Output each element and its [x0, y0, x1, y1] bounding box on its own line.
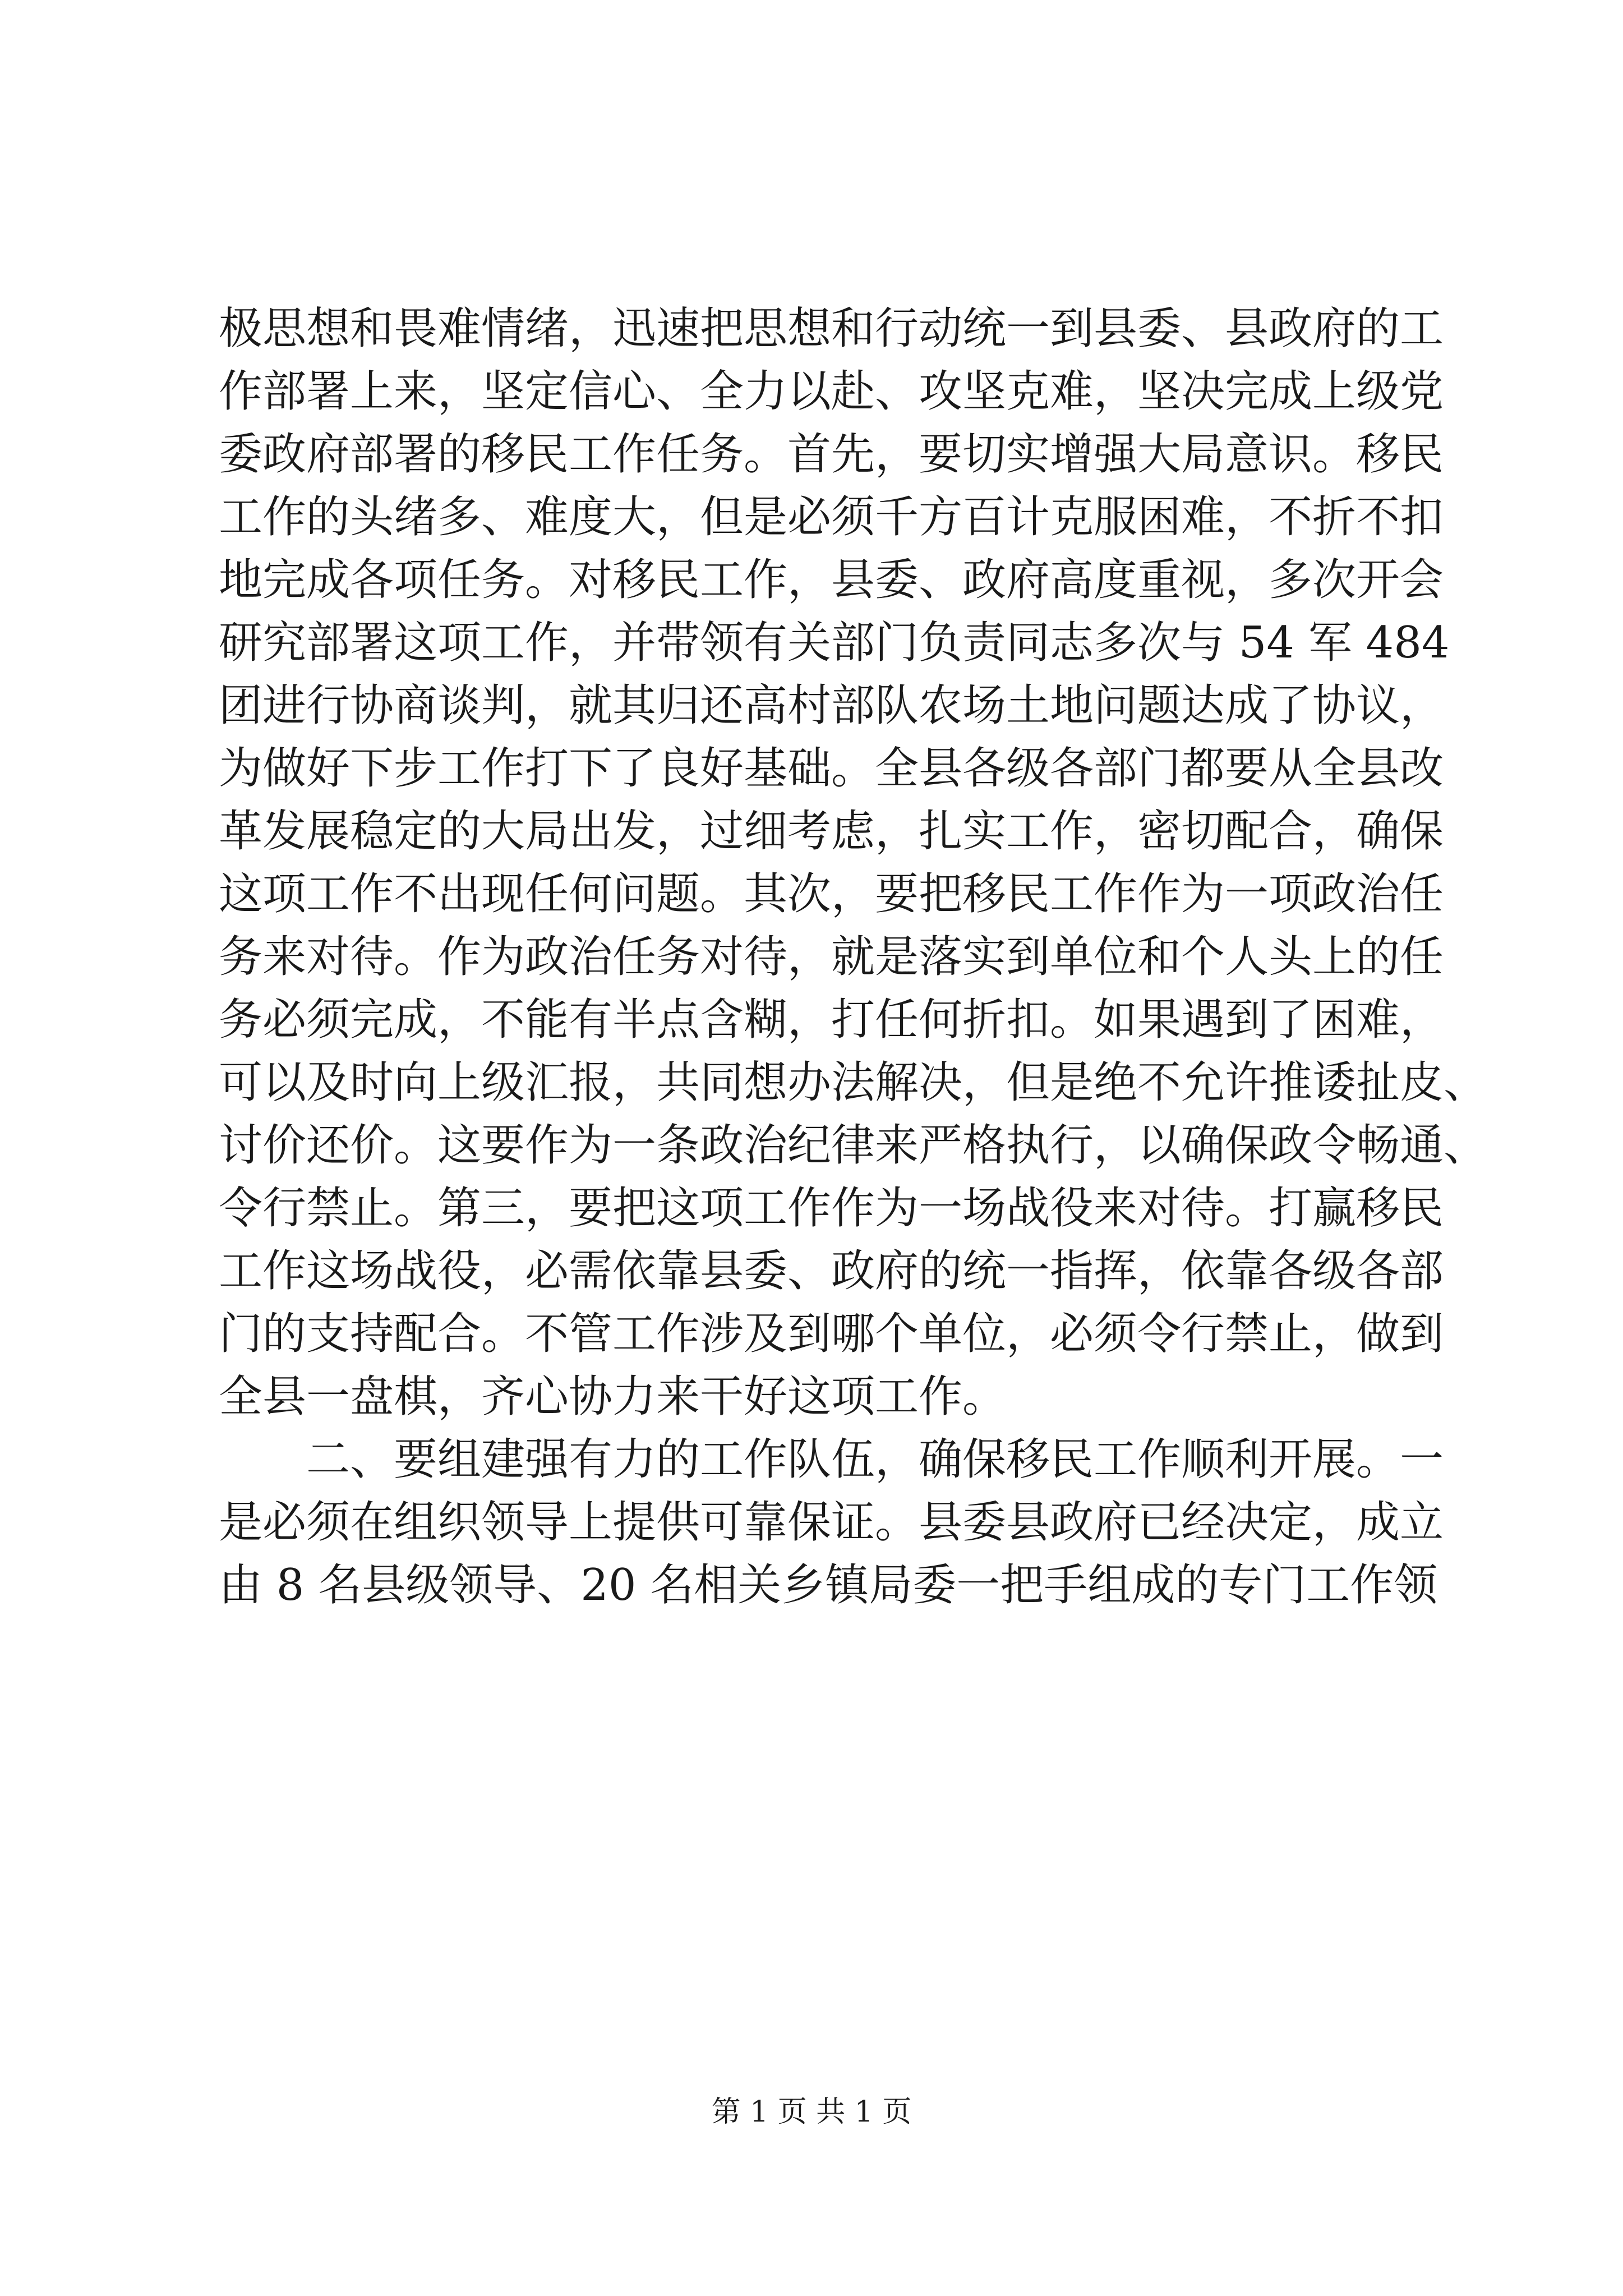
paragraph — [219, 1428, 1444, 1617]
text-line: 是必须在组织领导上提供可靠保证。县委县政府已经决定，成立 — [219, 1497, 1444, 1548]
text-line: 全县一盘棋，齐心协力来干好这项工作。 — [219, 1372, 1007, 1422]
text-line: 二、要组建强有力的工作队伍，确保移民工作顺利开展。一 — [306, 1434, 1444, 1485]
text-line: 革发展稳定的大局出发，过细考虑，扎实工作，密切配合，确保 — [219, 806, 1444, 857]
page-footer: 第 1 页 共 1 页 — [711, 2095, 912, 2129]
text-line: 门的支持配合。不管工作涉及到哪个单位，必须令行禁止，做到 — [219, 1309, 1444, 1359]
text-line: 工作这场战役，必需依靠县委、政府的统一指挥，依靠各级各部 — [219, 1246, 1444, 1296]
text-line: 委政府部署的移民工作任务。首先，要切实增强大局意识。移民 — [219, 429, 1444, 480]
text-line: 为做好下步工作打下了良好基础。全县各级各部门都要从全县改 — [219, 743, 1444, 794]
text-line: 由 8 名县级领导、20 名相关乡镇局委一把手组成的专门工作领 — [219, 1560, 1438, 1611]
document-body — [219, 297, 1488, 1617]
text-line: 研究部署这项工作，并带领有关部门负责同志多次与 54 军 484 — [219, 618, 1450, 668]
text-line: 地完成各项任务。对移民工作，县委、政府高度重视，多次开会 — [219, 555, 1444, 605]
text-line: 团进行协商谈判，就其归还高村部队农场土地问题达成了协议， — [219, 680, 1444, 731]
text-line: 令行禁止。第三，要把这项工作作为一场战役来对待。打赢移民 — [219, 1183, 1444, 1234]
text-line: 务来对待。作为政治任务对待，就是落实到单位和个人头上的任 — [219, 932, 1444, 982]
text-line: 讨价还价。这要作为一条政治纪律来严格执行，以确保政令畅通、 — [219, 1120, 1488, 1171]
text-line: 务必须完成，不能有半点含糊，打任何折扣。如果遇到了困难， — [219, 995, 1444, 1045]
text-line: 极思想和畏难情绪，迅速把思想和行动统一到县委、县政府的工 — [219, 303, 1444, 354]
paragraph — [219, 297, 1488, 1428]
text-line: 可以及时向上级汇报，共同想办法解决，但是绝不允许推诿扯皮、 — [219, 1057, 1488, 1108]
text-line: 作部署上来，坚定信心、全力以赴、攻坚克难，坚决完成上级党 — [219, 366, 1444, 417]
text-line: 这项工作不出现任何问题。其次，要把移民工作作为一项政治任 — [219, 869, 1444, 919]
text-line: 工作的头绪多、难度大，但是必须千方百计克服困难，不折不扣 — [219, 492, 1444, 542]
